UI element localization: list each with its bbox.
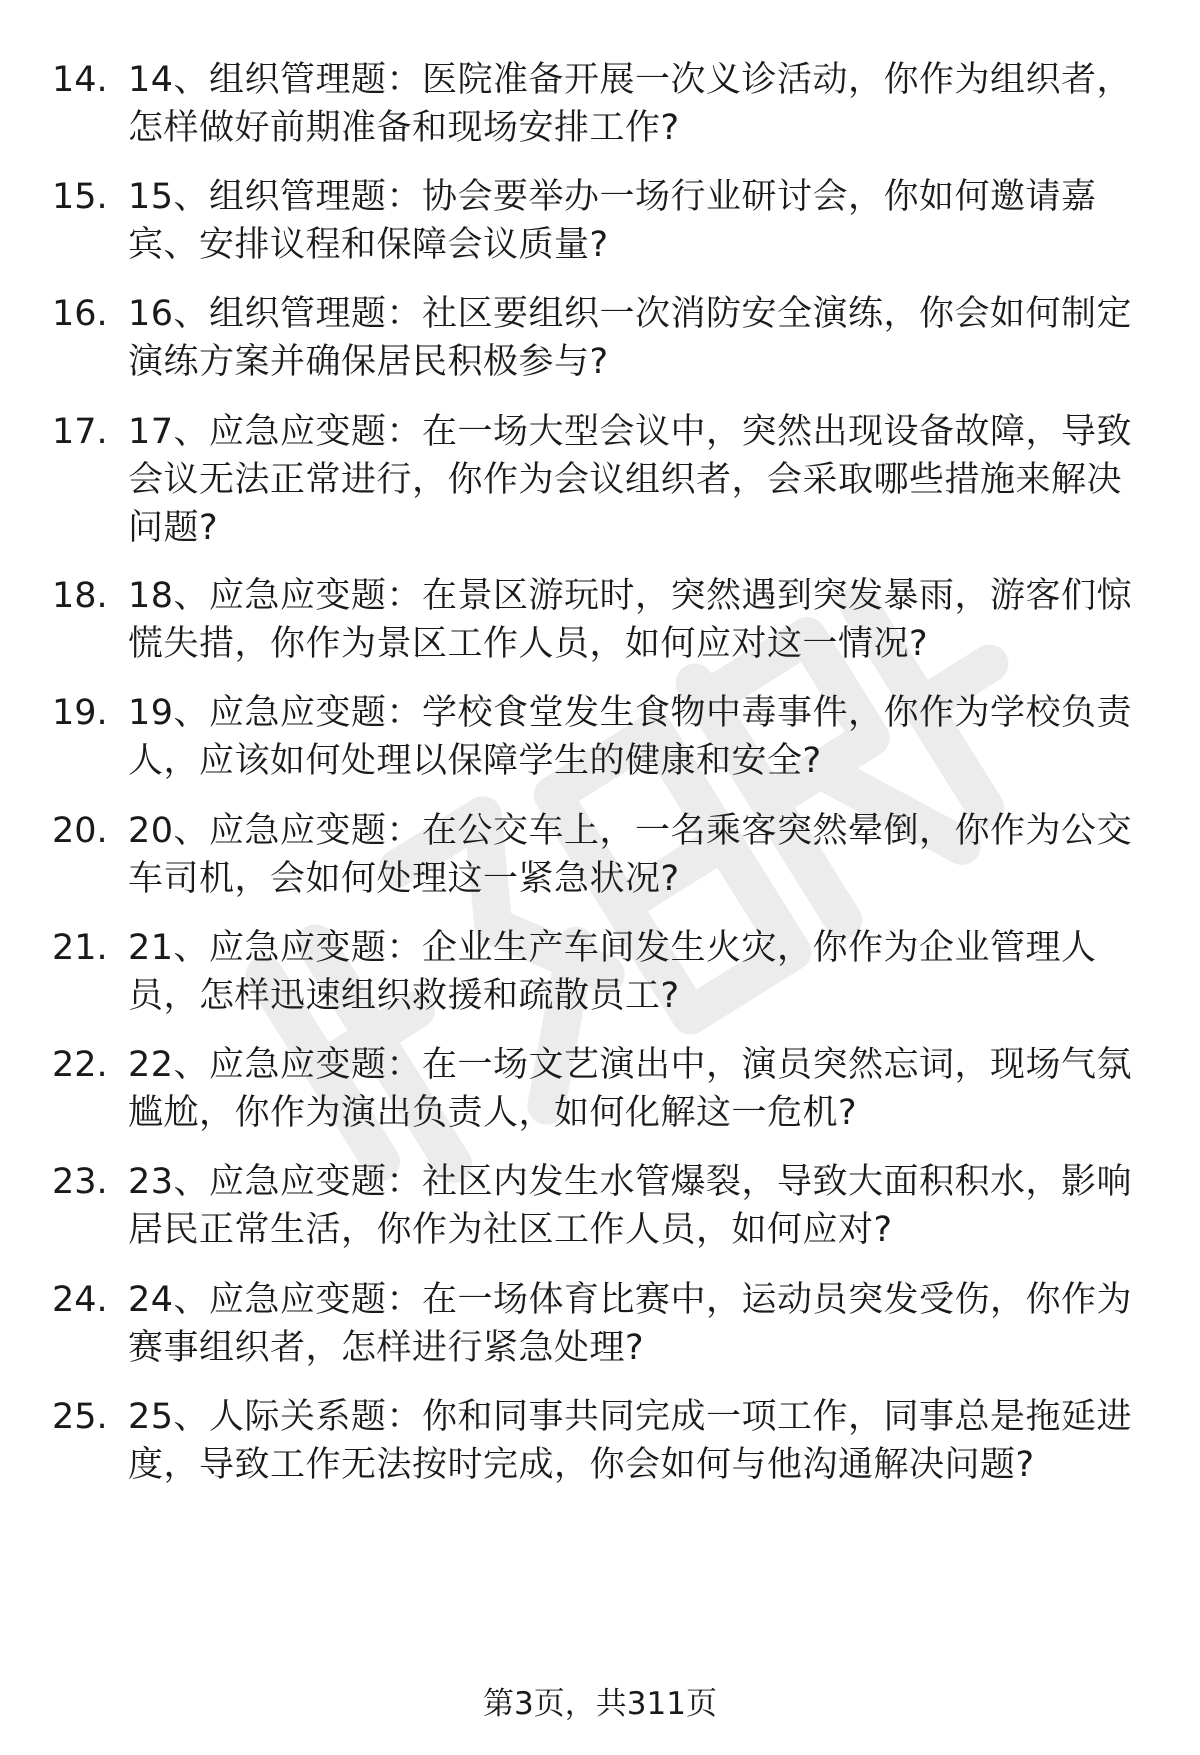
question-number: 16. <box>52 294 108 334</box>
question-text: 25、人际关系题：你和同事共同完成一项工作，同事总是拖延进度，导致工作无法按时完成，你会如何与他沟通解决问题? <box>128 1397 1133 1485</box>
question-text: 23、应急应变题：社区内发生水管爆裂，导致大面积积水，影响居民正常生活，你作为社区工作人员，如何应对? <box>128 1162 1133 1250</box>
question-text: 17、应急应变题：在一场大型会议中，突然出现设备故障，导致会议无法正常进行，你作为会议组织者，会采取哪些措施来解决问题? <box>128 412 1133 548</box>
question-text: 20、应急应变题：在公交车上，一名乘客突然晕倒，你作为公交车司机，会如何处理这一紧急状况? <box>128 811 1133 899</box>
question-number: 19. <box>52 693 108 733</box>
question-text: 19、应急应变题：学校食堂发生食物中毒事件，你作为学校负责人，应该如何处理以保障学生的健康和安全? <box>128 693 1133 781</box>
question-number: 25. <box>52 1397 108 1437</box>
question-text: 14、组织管理题：医院准备开展一次义诊活动，你作为组织者，怎样做好前期准备和现场安排工作? <box>128 60 1133 148</box>
question-number: 22. <box>52 1045 108 1085</box>
question-number: 15. <box>52 177 108 217</box>
question-text: 18、应急应变题：在景区游玩时，突然遇到突发暴雨，游客们惊慌失措，你作为景区工作人员，如何应对这一情况? <box>128 576 1133 664</box>
question-number: 24. <box>52 1280 108 1320</box>
question-text: 21、应急应变题：企业生产车间发生火灾，你作为企业管理人员，怎样迅速组织救援和疏散员工? <box>128 928 1097 1016</box>
page-footer: 第3页，共311页 <box>483 1686 717 1722</box>
question-number: 20. <box>52 811 108 851</box>
question-text: 24、应急应变题：在一场体育比赛中，运动员突发受伤，你作为赛事组织者，怎样进行紧急处理? <box>128 1280 1133 1368</box>
question-number: 23. <box>52 1162 108 1202</box>
question-text: 15、组织管理题：协会要举办一场行业研讨会，你如何邀请嘉宾、安排议程和保障会议质量? <box>128 177 1097 265</box>
question-text: 16、组织管理题：社区要组织一次消防安全演练，你会如何制定演练方案并确保居民积极参与? <box>128 294 1133 382</box>
question-number: 14. <box>52 60 108 100</box>
question-text: 22、应急应变题：在一场文艺演出中，演员突然忘词，现场气氛尴尬，你作为演出负责人，如何化解这一危机? <box>128 1045 1133 1133</box>
question-number: 21. <box>52 928 108 968</box>
question-number: 18. <box>52 576 108 616</box>
question-number: 17. <box>52 412 108 452</box>
